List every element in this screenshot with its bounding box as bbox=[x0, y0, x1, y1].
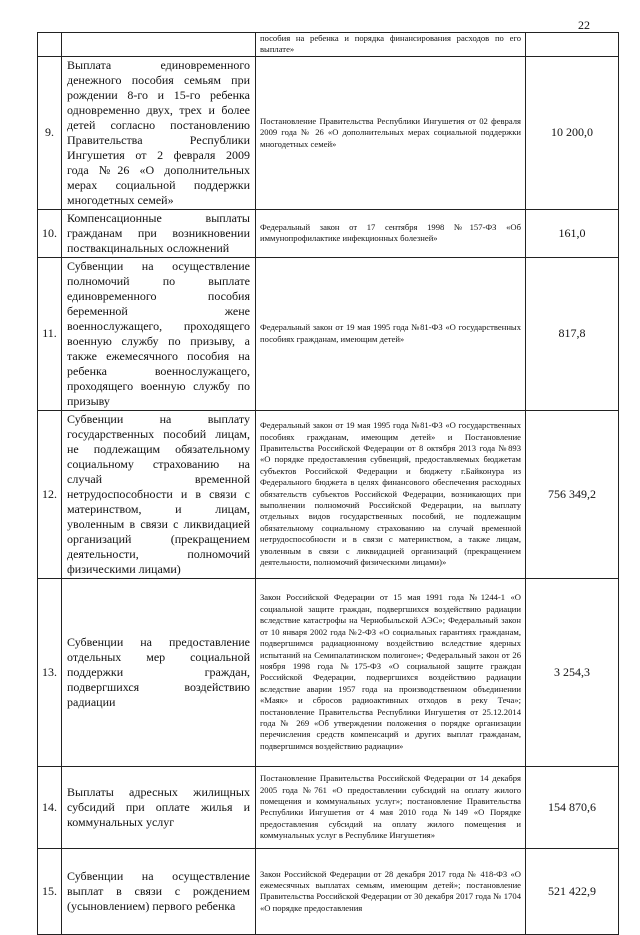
table-row bbox=[38, 848, 619, 934]
row-number: 12. bbox=[38, 410, 62, 578]
name-line: социальному страхованию на bbox=[67, 456, 250, 471]
name-line: гражданам при возникновении bbox=[67, 225, 250, 240]
row-name bbox=[62, 209, 256, 257]
name-line: ребенка военнослужащего, bbox=[67, 363, 250, 378]
table-row bbox=[38, 209, 619, 257]
name-line: государственных пособий лицам, bbox=[67, 426, 250, 441]
name-line: единовременного пособия bbox=[67, 288, 250, 303]
row-legal-basis: Федеральный закон от 19 мая 1995 года №81-ФЗ «О государственных пособиях гражданам, имеющим детей» и Постановление Правительства Российской Федерации от 8 октября 2013 года №893 «О порядке предоставления субвенций, предоставляемых бюджетам субъектов Российской Федерации и бюджету г.Байконура из Федерального бюджета в целях финансового обеспечения расходных обязательств субъектов Российской Федерации, возникающих при выполнении полномочий Российской Федерации, на выплату отдельных видов государственных пособий, не подлежащим обязательному социальному страхованию на случай временной нетрудоспособности и в связи с материнством, а также лицам, уволенным в связи с ликвидацией организаций (прекращением деятельности, полномочий физическими лицами)» bbox=[256, 410, 526, 578]
row-amount: 161,0 bbox=[526, 209, 619, 257]
row-number: 11. bbox=[38, 257, 62, 410]
name-line: Субвенции на предоставление bbox=[67, 634, 250, 649]
row-number: 14. bbox=[38, 766, 62, 848]
name-line: многодетных семей» bbox=[67, 192, 174, 207]
name-line: выплат в связи с рождением bbox=[67, 883, 250, 898]
name-line: денежного пособия семьям при bbox=[67, 72, 250, 87]
name-line: военнослужащего, проходящего bbox=[67, 318, 250, 333]
table-row bbox=[38, 56, 619, 209]
name-line: физическими лицами) bbox=[67, 561, 181, 576]
row-amount: 521 422,9 bbox=[526, 848, 619, 934]
row-name bbox=[62, 578, 256, 766]
row-number: 9. bbox=[38, 56, 62, 209]
row-amount: 756 349,2 bbox=[526, 410, 619, 578]
name-line: деятельности, полномочий bbox=[67, 546, 250, 561]
name-line: одновременно двух, трех и более bbox=[67, 102, 250, 117]
name-line: детей согласно постановлению bbox=[67, 117, 250, 132]
table-row bbox=[38, 578, 619, 766]
name-line: Выплата единовременного bbox=[67, 57, 250, 72]
name-line: беременной жене bbox=[67, 303, 250, 318]
row-number bbox=[38, 33, 62, 57]
name-line: также ежемесячного пособия на bbox=[67, 348, 250, 363]
row-legal-basis: Постановление Правительства Российской Федерации от 14 декабря 2005 года №761 «О предоставлении субсидий на оплату жилого помещения и коммунальных услуг»; постановление Правительства Республики Ингушетия от 4 мая 2010 года №149 «О Порядке предоставления субсидий на оплату жилого помещения и коммунальных услуг в Республике Ингушетия» bbox=[256, 766, 526, 848]
name-line: рождении 8-го и 15-го ребенка bbox=[67, 87, 250, 102]
name-line: радиации bbox=[67, 694, 116, 709]
table-row bbox=[38, 410, 619, 578]
row-legal-basis: Федеральный закон от 17 сентября 1998 №157-ФЗ «Об иммунопрофилактике инфекционных болезней» bbox=[256, 209, 526, 257]
row-number: 13. bbox=[38, 578, 62, 766]
name-line: Субвенции на выплату bbox=[67, 411, 250, 426]
name-line: призыву bbox=[67, 393, 110, 408]
table-row bbox=[38, 257, 619, 410]
budget-table bbox=[37, 32, 619, 935]
name-line: подвергшихся воздействию bbox=[67, 679, 250, 694]
name-line: организаций (прекращением bbox=[67, 531, 250, 546]
row-number: 10. bbox=[38, 209, 62, 257]
row-legal-basis: Закон Российской Федерации от 15 мая 1991 года №1244-1 «О социальной защите граждан, подвергшихся воздействию радиации вследствие катастрофы на Чернобыльской АЭС»; Федеральный закон от 10 января 2002 года №2-ФЗ «О социальных гарантиях гражданам, подвергшимся радиационному воздействию вследствие ядерных испытаний на Семипалатинском полигоне»; Федеральный закон от 26 ноября 1998 года №175-ФЗ «О социальной защите граждан Российской Федерации, подвергшихся воздействию радиации вследствие аварии 1957 года на производственном объединении «Маяк» и сбросов радиоактивных отходов в реку Теча»; постановление Правительства Республики Ингушетия от 25.12.2014 года № 269 «Об утверждении положения о порядке организации перечисления средств компенсаций и других выплат гражданам, подвергшимся воздействию радиации» bbox=[256, 578, 526, 766]
row-name bbox=[62, 766, 256, 848]
name-line: нетрудоспособности и в связи с bbox=[67, 486, 250, 501]
row-legal-basis: Федеральный закон от 19 мая 1995 года №81-ФЗ «О государственных пособиях гражданам, имеющим детей» bbox=[256, 257, 526, 410]
name-line: проходящего военную службу по bbox=[67, 378, 250, 393]
row-amount: 10 200,0 bbox=[526, 56, 619, 209]
name-line: Субвенции на осуществление bbox=[67, 868, 250, 883]
name-line: отдельных мер социальной bbox=[67, 649, 250, 664]
row-amount bbox=[526, 33, 619, 57]
name-line: поствакцинальных осложнений bbox=[67, 240, 230, 255]
name-line: Ингушетия от 2 февраля 2009 bbox=[67, 147, 250, 162]
row-name bbox=[62, 56, 256, 209]
row-legal-basis: Закон Российской Федерации от 28 декабря 2017 года № 418-ФЗ «О ежемесячных выплатах семьям, имеющим детей»; постановление Правительства Российской Федерации от 30 декабря 2017 года № 1704 «О порядке предоставления bbox=[256, 848, 526, 934]
name-line: года №26 «О дополнительных bbox=[67, 162, 250, 177]
row-amount: 817,8 bbox=[526, 257, 619, 410]
name-line: материнством, и лицам, bbox=[67, 501, 250, 516]
name-line: уволенным в связи с ликвидацией bbox=[67, 516, 250, 531]
row-legal-basis: Постановление Правительства Республики Ингушетия от 02 февраля 2009 года № 26 «О дополнительных мерах социальной поддержки многодетных семей» bbox=[256, 56, 526, 209]
name-line: полномочий по выплате bbox=[67, 273, 250, 288]
name-line: случай временной bbox=[67, 471, 250, 486]
row-amount: 3 254,3 bbox=[526, 578, 619, 766]
table-row bbox=[38, 766, 619, 848]
name-line: военную службу по призыву, а bbox=[67, 333, 250, 348]
name-line: Правительства Республики bbox=[67, 132, 250, 147]
name-line: субсидий при оплате жилья и bbox=[67, 799, 250, 814]
table-row bbox=[38, 33, 619, 57]
row-name bbox=[62, 257, 256, 410]
name-line: Субвенции на осуществление bbox=[67, 258, 250, 273]
name-line: мерах социальной поддержки bbox=[67, 177, 250, 192]
row-amount: 154 870,6 bbox=[526, 766, 619, 848]
name-line: поддержки граждан, bbox=[67, 664, 250, 679]
page-number: 22 bbox=[578, 18, 590, 32]
name-line: (усыновлением) первого ребенка bbox=[67, 898, 236, 913]
name-line: Выплаты адресных жилищных bbox=[67, 784, 250, 799]
row-legal-basis: пособия на ребенка и порядка финансирования расходов по его выплате» bbox=[256, 33, 526, 57]
name-line: Компенсационные выплаты bbox=[67, 210, 250, 225]
row-name bbox=[62, 410, 256, 578]
row-name bbox=[62, 848, 256, 934]
name-line: коммунальных услуг bbox=[67, 814, 175, 829]
row-number: 15. bbox=[38, 848, 62, 934]
row-name bbox=[62, 33, 256, 57]
name-line: не подлежащим обязательному bbox=[67, 441, 250, 456]
